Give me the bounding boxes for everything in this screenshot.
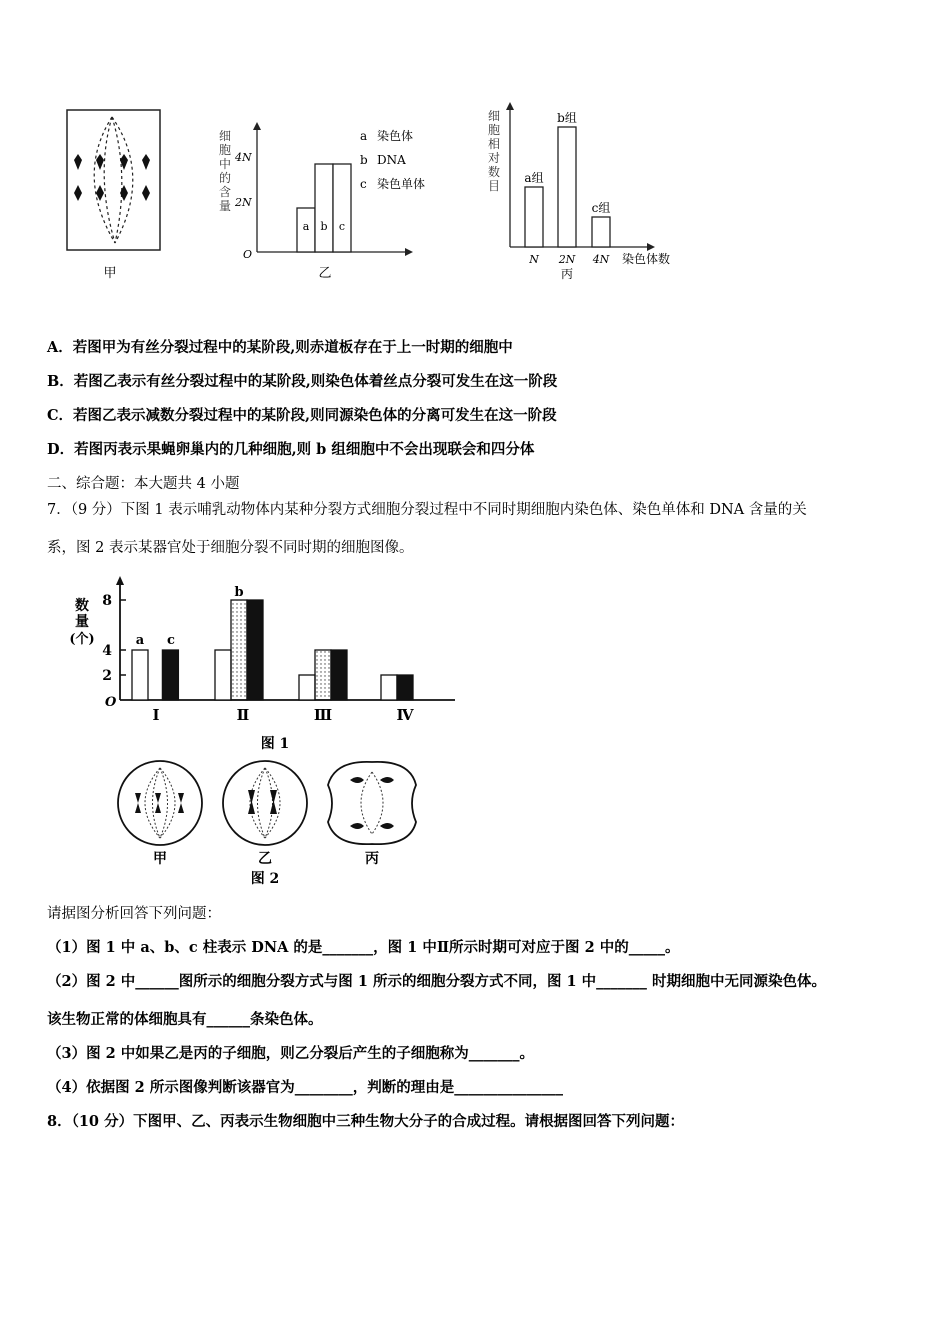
cell-bing	[328, 762, 416, 844]
fig1-bar-c-0	[162, 650, 178, 700]
fig1-bars	[132, 585, 413, 700]
yi-bar-label-c: c	[338, 220, 346, 233]
svg-text:c: c	[360, 177, 367, 191]
fig1-bar-c-1	[247, 600, 263, 700]
option-c: C．若图乙表示减数分裂过程中的某阶段,则同源染色体的分离可发生在这一阶段	[47, 407, 557, 424]
option-d: D．若图丙表示果蝇卵巢内的几种细胞,则 b 组细胞中不会出现联会和四分体	[47, 441, 535, 458]
q7-sub2b: 该生物正常的体细胞具有______条染色体。	[47, 1011, 323, 1028]
figure-yi-caption: 乙	[318, 266, 332, 281]
fig2-caption: 图 2	[250, 871, 280, 887]
fig1-series-label-b: b	[234, 585, 244, 600]
fig1-ylabel-1: 数	[75, 598, 89, 614]
svg-text:b: b	[360, 153, 368, 167]
q7-sub2a: （2）图 2 中______图所示的细胞分裂方式与图 1 所示的细胞分裂方式不同，图 1 中_______ 时期细胞中无同源染色体。	[47, 973, 826, 990]
bing-bar-0	[525, 187, 543, 247]
fig2-label-yi: 乙	[258, 851, 272, 867]
figure-2	[110, 760, 430, 890]
bing-bar-2	[592, 217, 610, 247]
yi-bar-label-b: b	[320, 220, 328, 233]
yi-ytick-2n: 2N	[235, 196, 252, 209]
fig1-xcat-0: Ⅰ	[152, 706, 160, 724]
fig1-bar-b-2	[315, 650, 331, 700]
q7-sub4: （4）依据图 2 所示图像判断该器官为________，判断的理由是_______________	[47, 1079, 564, 1096]
svg-text:DNA: DNA	[377, 153, 406, 167]
fig1-origin: O	[105, 695, 117, 710]
fig2-label-jia: 甲	[153, 851, 167, 867]
fig1-bar-b-1	[231, 600, 247, 700]
fig1-series-label-a: a	[135, 633, 145, 648]
fig1-bar-a-1	[215, 650, 231, 700]
fig1-bar-a-3	[381, 675, 397, 700]
fig1-ytick-2: 2	[102, 668, 112, 684]
fig1-xcats	[152, 706, 414, 724]
bing-bar-1	[558, 127, 576, 247]
yi-bar-b	[315, 164, 333, 252]
q7-line2: 系，图 2 表示某器官处于细胞分裂不同时期的细胞图像。	[47, 540, 414, 556]
yi-bar-c	[333, 164, 351, 252]
fig1-xcat-1: Ⅱ	[236, 706, 250, 724]
yi-ylabel: 细胞中的含量	[219, 129, 232, 213]
svg-text:染色体: 染色体	[377, 129, 414, 143]
q7-sub3: （3）图 2 中如果乙是丙的子细胞，则乙分裂后产生的子细胞称为_______。	[47, 1045, 535, 1062]
option-b: B．若图乙表示有丝分裂过程中的某阶段,则染色体着丝点分裂可发生在这一阶段	[47, 373, 558, 390]
fig1-series-label-c: c	[167, 633, 175, 648]
bing-xlabel: 染色体数	[622, 252, 671, 266]
fig1-ylabel-2: 量	[75, 614, 89, 630]
bing-bar-label-1: b组	[557, 111, 577, 125]
fig1-ylabel-3: (个)	[69, 632, 95, 647]
fig1-bar-c-3	[397, 675, 413, 700]
fig2-label-bing: 丙	[365, 851, 379, 867]
fig1-ticks	[102, 593, 126, 684]
figure-1	[60, 575, 460, 755]
fig1-bar-a-2	[299, 675, 315, 700]
yi-ytick-4n: 4N	[235, 151, 252, 164]
yi-origin: O	[243, 248, 253, 261]
q8-line1: 8．（10 分）下图甲、乙、丙表示生物细胞中三种生物大分子的合成过程。请根据图回答下列问题：	[47, 1113, 685, 1130]
figure-yi	[205, 120, 455, 285]
bing-xtick-n: N	[529, 253, 539, 266]
bing-bar-label-0: a组	[524, 171, 544, 185]
yi-bars	[297, 164, 351, 252]
option-a: A．若图甲为有丝分裂过程中的某阶段,则赤道板存在于上一时期的细胞中	[47, 339, 513, 356]
section-title: 二、综合题：本大题共 4 小题	[47, 476, 240, 492]
figure-jia	[60, 105, 170, 290]
svg-text:染色单体: 染色单体	[377, 177, 426, 191]
q7-line1: 7．（9 分）下图 1 表示哺乳动物体内某种分裂方式细胞分裂过程中不同时期细胞内染色体、染色单体和 DNA 含量的关	[47, 502, 807, 518]
fig1-bar-a-0	[132, 650, 148, 700]
fig1-ytick-4: 4	[102, 643, 112, 659]
fig1-ytick-8: 8	[102, 593, 112, 609]
svg-text:a: a	[360, 129, 368, 143]
bing-ylabel: 细胞相对数目	[488, 109, 501, 193]
yi-bar-label-a: a	[302, 220, 310, 233]
figure-bing-caption: 丙	[560, 267, 574, 281]
bing-bar-label-2: c组	[591, 201, 611, 215]
fig1-caption: 图 1	[260, 736, 290, 752]
fig1-bar-c-2	[331, 650, 347, 700]
bing-xtick-2n: 2N	[558, 253, 576, 266]
fig1-xcat-2: Ⅲ	[313, 706, 333, 724]
bing-xtick-4n: 4N	[592, 253, 610, 266]
cell-jia	[118, 761, 202, 845]
yi-legend	[360, 128, 425, 191]
q7-sub1: （1）图 1 中 a、b、c 柱表示 DNA 的是_______，图 1 中Ⅱ所示时期可对应于图 2 中的_____。	[47, 939, 680, 956]
bing-bars	[524, 111, 610, 247]
fig1-xcat-3: Ⅳ	[396, 706, 414, 724]
figure-jia-caption: 甲	[103, 266, 117, 281]
q7-prompt: 请据图分析回答下列问题：	[47, 906, 221, 922]
figure-bing	[480, 100, 695, 285]
cell-yi	[223, 761, 307, 845]
